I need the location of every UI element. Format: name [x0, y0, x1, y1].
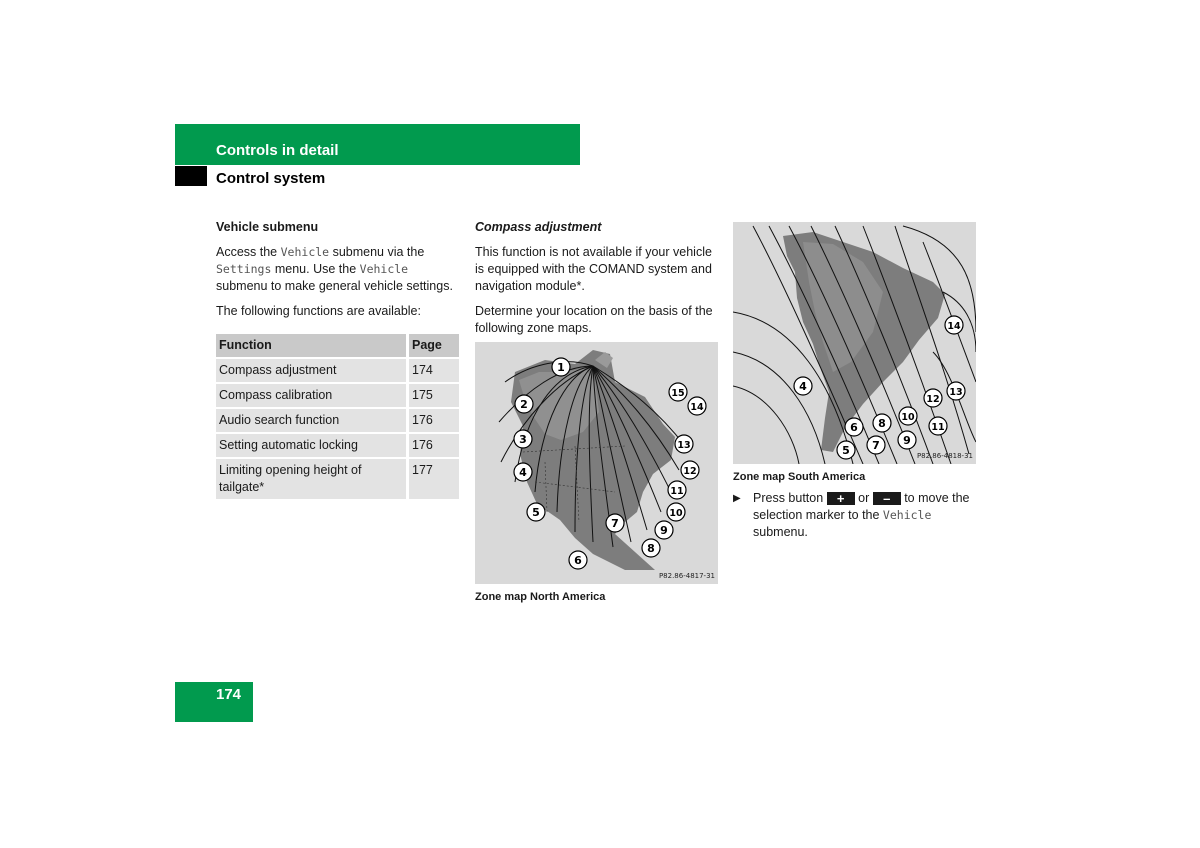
- left-column: [216, 219, 461, 501]
- svg-text:6: 6: [574, 554, 582, 567]
- svg-text:14: 14: [947, 321, 961, 332]
- menu-term: Vehicle: [280, 245, 330, 259]
- menu-term: Settings: [216, 262, 272, 276]
- svg-text:7: 7: [872, 439, 880, 452]
- bullet-arrow-icon: ▶: [733, 493, 741, 504]
- function-cell: Limiting opening height of tailgate*: [216, 459, 409, 499]
- svg-text:8: 8: [878, 417, 886, 430]
- zone-marker-2: [515, 395, 533, 413]
- instruction-text: Press button + or – to move the selection marker to the Vehicle submenu.: [753, 491, 970, 539]
- compass-availability-note: This function is not available if your vehicle is equipped with the COMAND system and navigation module*.: [475, 245, 712, 293]
- zone-marker-7: [867, 436, 885, 454]
- zone-marker-12: [681, 461, 699, 479]
- function-cell: Audio search function: [216, 409, 409, 432]
- map-code: P82.86-4818-31: [916, 452, 973, 460]
- zone-marker-13: [675, 435, 693, 453]
- zone-marker-9: [898, 431, 916, 449]
- zone-marker-6: [845, 418, 863, 436]
- function-cell: Compass calibration: [216, 384, 409, 407]
- zone-marker-12: [924, 389, 942, 407]
- menu-term: Vehicle: [882, 508, 932, 522]
- svg-text:11: 11: [670, 486, 684, 497]
- zone-marker-11: [929, 417, 947, 435]
- vehicle-submenu-intro: Access the Vehicle submenu via the Settings menu. Use the Vehicle submenu to make general vehicle settings.: [216, 245, 453, 293]
- svg-text:5: 5: [532, 506, 540, 519]
- zone-marker-4: [794, 377, 812, 395]
- table-row: [216, 434, 459, 457]
- zone-marker-10: [899, 407, 917, 425]
- zone-map-south-america: [733, 222, 976, 464]
- map-code: P82.86-4817-31: [658, 572, 715, 580]
- zone-marker-10: [667, 503, 685, 521]
- svg-text:6: 6: [850, 421, 858, 434]
- svg-text:10: 10: [669, 508, 683, 519]
- svg-text:4: 4: [799, 380, 807, 393]
- zone-map-intro: Determine your location on the basis of the following zone maps.: [475, 304, 713, 335]
- function-cell: Compass adjustment: [216, 359, 409, 382]
- zone-marker-14: [688, 397, 706, 415]
- zone-marker-3: [514, 430, 532, 448]
- svg-text:4: 4: [519, 466, 527, 479]
- minus-button-icon: –: [873, 492, 901, 505]
- svg-text:2: 2: [520, 398, 528, 411]
- zone-marker-7: [606, 514, 624, 532]
- svg-text:1: 1: [557, 361, 565, 374]
- vehicle-submenu-heading: Vehicle submenu: [216, 220, 319, 234]
- function-cell: Setting automatic locking: [216, 434, 409, 457]
- zone-marker-5: [527, 503, 545, 521]
- south-america-map-caption: Zone map South America: [733, 471, 866, 483]
- page-cell: 177: [409, 459, 459, 499]
- middle-column: [475, 219, 720, 345]
- zone-marker-6: [569, 551, 587, 569]
- north-america-map-graphic: [475, 342, 718, 584]
- zone-marker-13: [947, 382, 965, 400]
- column-header: Function: [216, 334, 409, 357]
- subsection-title: Control system: [216, 170, 326, 187]
- svg-text:5: 5: [842, 444, 850, 457]
- zone-marker-8: [642, 539, 660, 557]
- svg-text:7: 7: [611, 517, 619, 530]
- svg-text:8: 8: [647, 542, 655, 555]
- zone-marker-11: [668, 481, 686, 499]
- zone-marker-4: [514, 463, 532, 481]
- page-cell: 176: [409, 434, 459, 457]
- page-number-box: [175, 682, 253, 722]
- table-row: [216, 409, 459, 432]
- page-cell: 174: [409, 359, 459, 382]
- table-row: [216, 359, 459, 382]
- functions-intro: The following functions are available:: [216, 304, 421, 318]
- svg-text:15: 15: [671, 388, 685, 399]
- page-cell: 175: [409, 384, 459, 407]
- svg-text:9: 9: [660, 524, 668, 537]
- zone-marker-15: [669, 383, 687, 401]
- column-header: Page: [409, 334, 459, 357]
- zone-marker-1: [552, 358, 570, 376]
- svg-text:13: 13: [677, 440, 691, 451]
- menu-term: Vehicle: [359, 262, 409, 276]
- zone-marker-9: [655, 521, 673, 539]
- zone-marker-8: [873, 414, 891, 432]
- svg-text:13: 13: [949, 387, 963, 398]
- svg-text:11: 11: [931, 422, 945, 433]
- svg-text:12: 12: [926, 394, 940, 405]
- section-title: Controls in detail: [216, 142, 339, 159]
- svg-text:14: 14: [690, 402, 704, 413]
- svg-text:9: 9: [903, 434, 911, 447]
- svg-text:3: 3: [519, 433, 527, 446]
- table-row: [216, 384, 459, 407]
- zone-map-north-america: [475, 342, 718, 584]
- compass-adjustment-heading: Compass adjustment: [475, 220, 602, 234]
- plus-button-icon: +: [827, 492, 855, 505]
- page-cell: 176: [409, 409, 459, 432]
- instruction-step: [733, 490, 973, 541]
- north-america-map-caption: Zone map North America: [475, 591, 606, 603]
- south-america-map-graphic: [733, 222, 976, 464]
- zone-marker-14: [945, 316, 963, 334]
- page-number: 174: [216, 686, 242, 703]
- table-header-row: [216, 334, 459, 357]
- svg-text:12: 12: [683, 466, 697, 477]
- table-row: [216, 459, 459, 499]
- section-tab-marker: [175, 166, 207, 186]
- zone-marker-5: [837, 441, 855, 459]
- functions-table: [216, 332, 459, 501]
- svg-text:10: 10: [901, 412, 915, 423]
